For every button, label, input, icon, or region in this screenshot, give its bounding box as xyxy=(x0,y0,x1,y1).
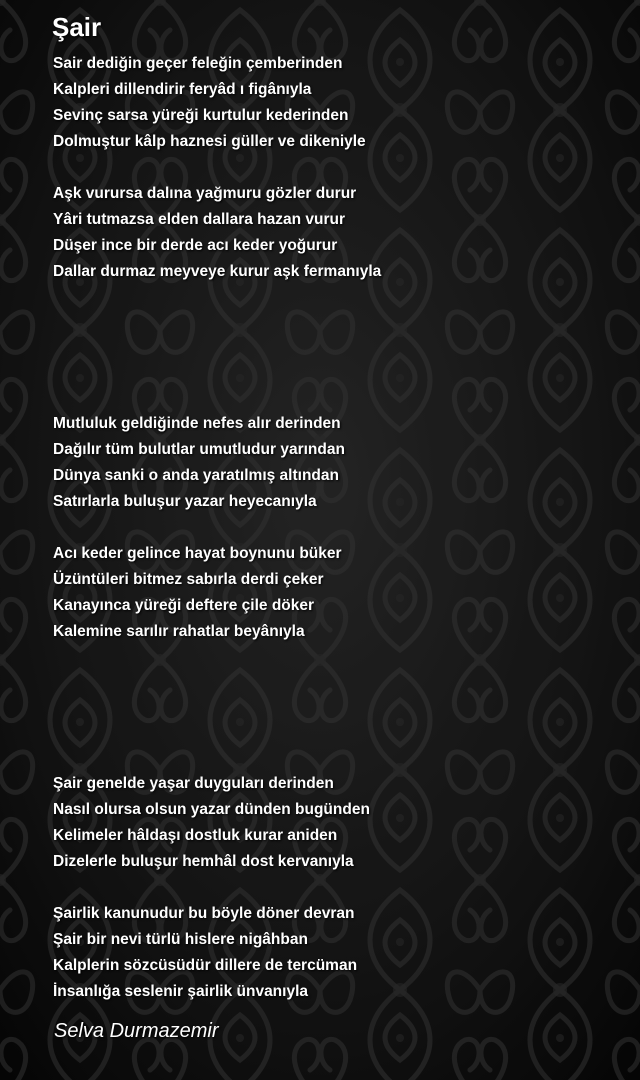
poem-line: Şair bir nevi türlü hislere nigâhban xyxy=(53,931,308,948)
poem-title: Şair xyxy=(52,12,102,42)
poem-line: Dallar durmaz meyveye kurur aşk fermanıyla xyxy=(53,263,382,280)
poem-line: Düşer ince bir derde acı keder yoğurur xyxy=(53,237,338,254)
stanza-3 xyxy=(53,411,345,515)
stanza-1 xyxy=(53,51,366,155)
poem-line: Yâri tutmazsa elden dallara hazan vurur xyxy=(53,211,346,228)
poem-line: Kelimeler hâldaşı dostluk kurar aniden xyxy=(53,827,338,844)
poem-line: Satırlarla buluşur yazar heyecanıyla xyxy=(53,493,317,510)
stanza-4 xyxy=(53,541,342,645)
poem-line: Sair dediğin geçer feleğin çemberinden xyxy=(53,55,343,72)
poem-line: Dağılır tüm bulutlar umutludur yarından xyxy=(53,441,345,458)
poem-line: Üzüntüleri bitmez sabırla derdi çeker xyxy=(53,571,324,588)
poem-line: Mutluluk geldiğinde nefes alır derinden xyxy=(53,415,341,432)
author-name: Selva Durmazemir xyxy=(54,1020,219,1042)
poem-line: Acı keder gelince hayat boynunu büker xyxy=(53,545,342,562)
poem-line: Dolmuştur kâlp haznesi güller ve dikeniyle xyxy=(53,133,366,150)
poem-line: Nasıl olursa olsun yazar dünden bugünden xyxy=(53,801,370,818)
poem-line: Dizelerle buluşur hemhâl dost kervanıyla xyxy=(53,853,354,870)
poem-line: Sevinç sarsa yüreği kurtulur kederinden xyxy=(53,107,349,124)
stanza-5 xyxy=(53,771,370,875)
poem-line: Kanayınca yüreği deftere çile döker xyxy=(53,597,315,614)
poem-line: Kalpleri dillendirir feryâd ı figânıyla xyxy=(53,81,312,98)
poem-line: Kalemine sarılır rahatlar beyânıyla xyxy=(53,623,305,640)
stanza-2 xyxy=(53,181,381,285)
poem-line: Aşk vurursa dalına yağmuru gözler durur xyxy=(53,185,357,202)
poem-line: Dünya sanki o anda yaratılmış altından xyxy=(53,467,339,484)
poem-line: Şair genelde yaşar duyguları derinden xyxy=(53,775,334,792)
poem-line: İnsanlığa seslenir şairlik ünvanıyla xyxy=(53,983,309,1000)
stanza-6 xyxy=(53,901,357,1005)
poem-line: Şairlik kanunudur bu böyle döner devran xyxy=(53,905,355,922)
poem-line: Kalplerin sözcüsüdür dillere de tercüman xyxy=(53,957,358,974)
